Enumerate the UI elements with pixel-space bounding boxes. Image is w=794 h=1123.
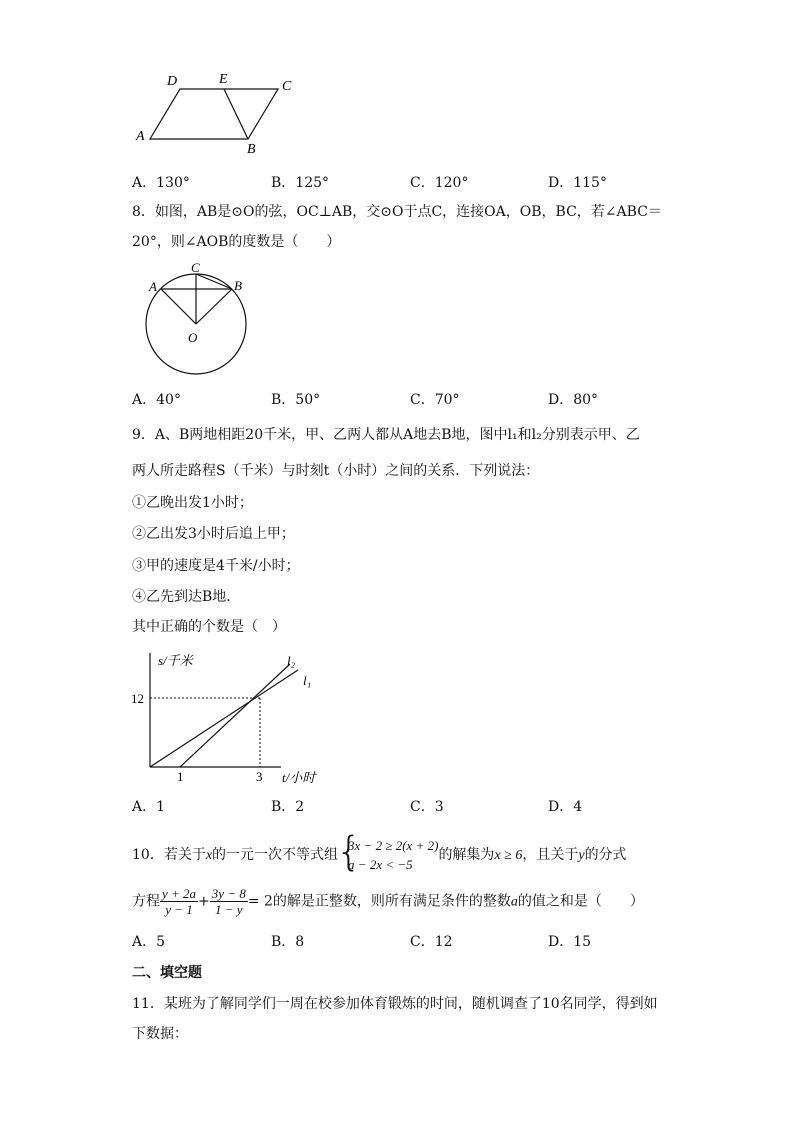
q10-text-ask: 的值之和是（ ）	[517, 893, 644, 910]
label-D: D	[167, 74, 178, 89]
q10-text-solution: 的解集为	[438, 847, 495, 863]
q9-option-a[interactable]: A．1	[132, 799, 166, 815]
q9-stem-line2: 两人所走路程S（千米）与时刻t（小时）之间的关系．下列说法：	[132, 463, 540, 479]
plus-sign: +	[198, 893, 210, 910]
q10-option-c[interactable]: C．12	[410, 934, 453, 950]
q9-option-b[interactable]: B．2	[271, 799, 305, 815]
fraction-1-denominator: y − 1	[165, 902, 193, 917]
q10-text-system: 的一元一次不等式组	[212, 847, 339, 863]
inequality-1: { 3x − 2 ≥ 2(x + 2)	[348, 838, 439, 853]
segment-OA	[161, 289, 196, 324]
q10-option-b[interactable]: B．8	[271, 934, 305, 950]
segment-BC	[196, 274, 232, 289]
label-A: A	[149, 279, 157, 294]
label-C: C	[282, 79, 292, 94]
y-tick-12: 12	[131, 691, 144, 706]
fraction-1	[160, 886, 198, 917]
q10-var-x: x	[205, 848, 213, 863]
fraction-2-numerator: 3y − 8	[211, 886, 246, 901]
q7-option-c[interactable]: C．120°	[410, 175, 469, 191]
equals-two: = 2	[247, 893, 273, 910]
label-E: E	[219, 72, 228, 87]
solution-set: x ≥ 6	[494, 848, 523, 863]
q9-option-c[interactable]: C．3	[410, 799, 444, 815]
fraction-1-numerator: y + 2a	[162, 886, 197, 901]
q11-stem-line1: 11．某班为了解同学们一周在校参加体育锻炼的时间，随机调查了10名同学，得到如	[132, 996, 658, 1012]
fraction-2	[210, 886, 248, 917]
label-C: C	[191, 260, 200, 275]
q10-text-and: ，且关于	[522, 847, 579, 863]
x-axis-label: t/小时	[282, 770, 316, 785]
label-l2: l₂	[287, 653, 296, 668]
q8-option-a[interactable]: A．40°	[132, 392, 181, 408]
inequality-2: a − 2x < −5	[348, 857, 413, 872]
parallelogram-shape	[150, 89, 278, 139]
q10-prefix: 10．若关于	[132, 847, 206, 863]
q8-option-d[interactable]: D．80°	[548, 392, 599, 408]
q8-circle-figure	[140, 260, 260, 375]
q9-statement-2: ②乙出发3小时后追上甲；	[132, 526, 295, 542]
q8-stem-line2: 20°，则∠AOB的度数是（ ）	[132, 234, 341, 250]
q10-var-a: a	[510, 894, 518, 910]
q10-stem-line1	[132, 836, 627, 872]
fraction-2-denominator: 1 − y	[215, 902, 243, 917]
segment-EB	[224, 89, 248, 139]
q9-line-chart	[125, 645, 340, 790]
q10-text-fraction-eq: 的分式	[584, 847, 627, 863]
q10-stem-line2	[132, 886, 644, 917]
q9-question: 其中正确的个数是（ ）	[132, 619, 286, 635]
q9-statement-1: ①乙晚出发1小时；	[132, 495, 253, 511]
y-axis-label: s/千米	[158, 653, 193, 668]
q7-option-b[interactable]: B．125°	[271, 175, 330, 191]
q7-parallelogram-figure	[130, 68, 310, 158]
q10-var-y: y	[578, 848, 585, 863]
inequality-system	[338, 836, 438, 874]
label-A: A	[136, 129, 145, 144]
q9-stem-line1: 9．A、B两地相距20千米，甲、乙两人都从A地去B地，图中l₁和l₂分别表示甲、乙	[132, 427, 640, 443]
q8-option-c[interactable]: C．70°	[410, 392, 460, 408]
section-heading-fill-in: 二、填空题	[132, 965, 202, 981]
q10-option-d[interactable]: D．15	[548, 934, 592, 950]
q7-option-a[interactable]: A．130°	[132, 175, 190, 191]
q7-option-d[interactable]: D．115°	[548, 175, 607, 191]
label-O: O	[188, 330, 198, 345]
label-B: B	[234, 278, 242, 293]
label-B: B	[247, 142, 256, 157]
q9-statement-4: ④乙先到达B地．	[132, 589, 241, 605]
q8-option-b[interactable]: B．50°	[271, 392, 321, 408]
q9-statement-3: ③甲的速度是4千米/小时；	[132, 558, 300, 574]
q10-text-equation: 方程	[132, 893, 160, 910]
x-tick-3: 3	[256, 769, 263, 784]
label-l1: l₁	[303, 673, 312, 688]
q11-stem-line2: 下数据：	[132, 1026, 188, 1042]
q10-text-condition: 的解是正整数，则所有满足条件的整数	[272, 893, 511, 910]
x-tick-1: 1	[177, 769, 184, 784]
line-l2	[180, 664, 290, 767]
segment-OB	[196, 289, 232, 324]
line-l1	[150, 670, 298, 767]
q10-option-a[interactable]: A．5	[132, 934, 166, 950]
q9-option-d[interactable]: D．4	[548, 799, 583, 815]
q8-stem-line1: 8．如图，AB是⊙O的弦，OC⊥AB，交⊙O于点C，连接OA，OB，BC，若∠ABC＝	[132, 204, 662, 220]
